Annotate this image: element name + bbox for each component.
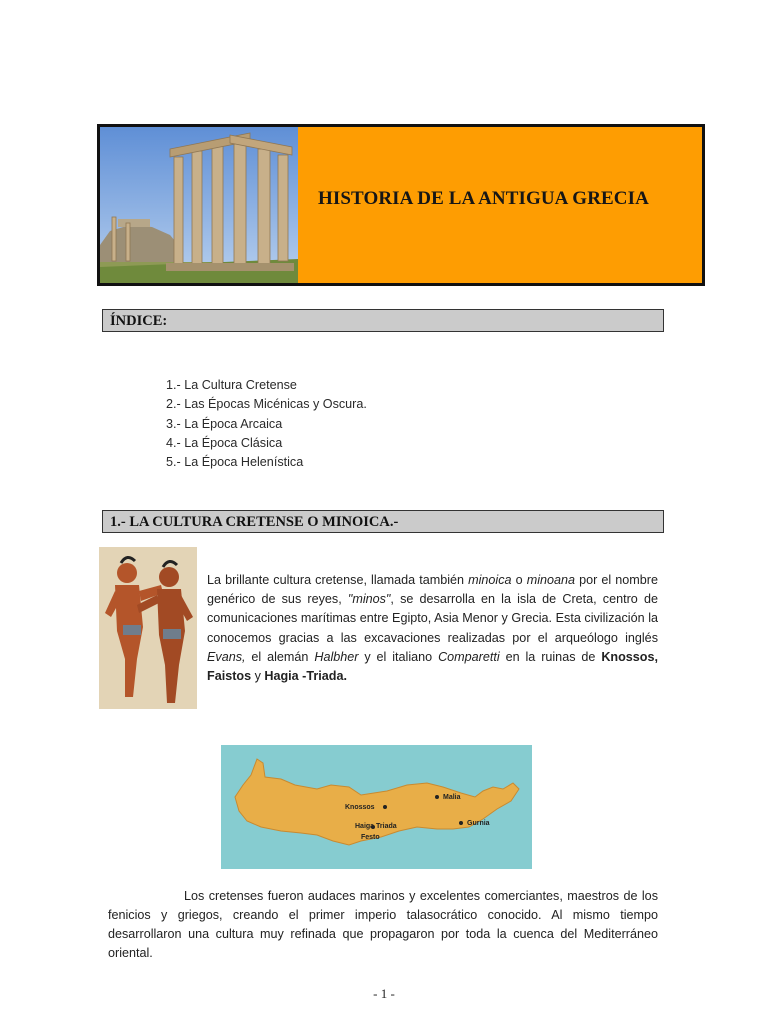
toc-item: 5.- La Época Helenística [166,455,304,470]
section-1-paragraph: Los cretenses fueron audaces marinos y excelentes comerciantes, maestros de los fenicios y griegos, creando el primer imperio talasocrático conocido. Al mismo tiempo desarrollaron una cultura muy refinada que propagaron por toda la cuenca del Mediterráneo oriental. [108,889,658,961]
page-number: - 1 - [373,986,395,1001]
map-label: Haiga Triada [355,823,397,830]
toc-item: 2.- Las Épocas Micénicas y Oscura. [166,397,367,412]
section-1-intro: La brillante cultura cretense, llamada también minoica o minoana por el nombre genérico de sus reyes, "minos", se desarrolla en la isla de Creta, centro de comunicaciones marítimas entre Egipto, Asia Menor y Grecia. Esta civilización la conocemos gracias a las excavaciones realizadas por el arqueólogo inglés Evans, el alemán Halbher y el italiano Comparetti en la ruinas de Knossos, Faistos y Hagia -Triada. [207,573,658,684]
toc-item: 3.- La Época Arcaica [166,416,283,431]
map-label: Malia [443,794,461,801]
index-heading: ÍNDICE: [102,309,664,332]
crete-map [221,745,532,869]
section-1-heading: 1.- LA CULTURA CRETENSE O MINOICA.- [102,510,664,533]
map-label: Festo [361,834,380,841]
toc-item: 4.- La Época Clásica [166,435,283,450]
map-label: Knossos [345,804,375,811]
minoan-boxers-fresco [99,547,197,709]
greek-temple-columns-photo [100,127,298,283]
table-of-contents [166,376,367,472]
title-banner [97,124,705,286]
page-title: HISTORIA DE LA ANTIGUA GRECIA [318,188,649,209]
toc-item: 1.- La Cultura Cretense [166,378,297,392]
map-label: Gurnia [467,820,490,827]
